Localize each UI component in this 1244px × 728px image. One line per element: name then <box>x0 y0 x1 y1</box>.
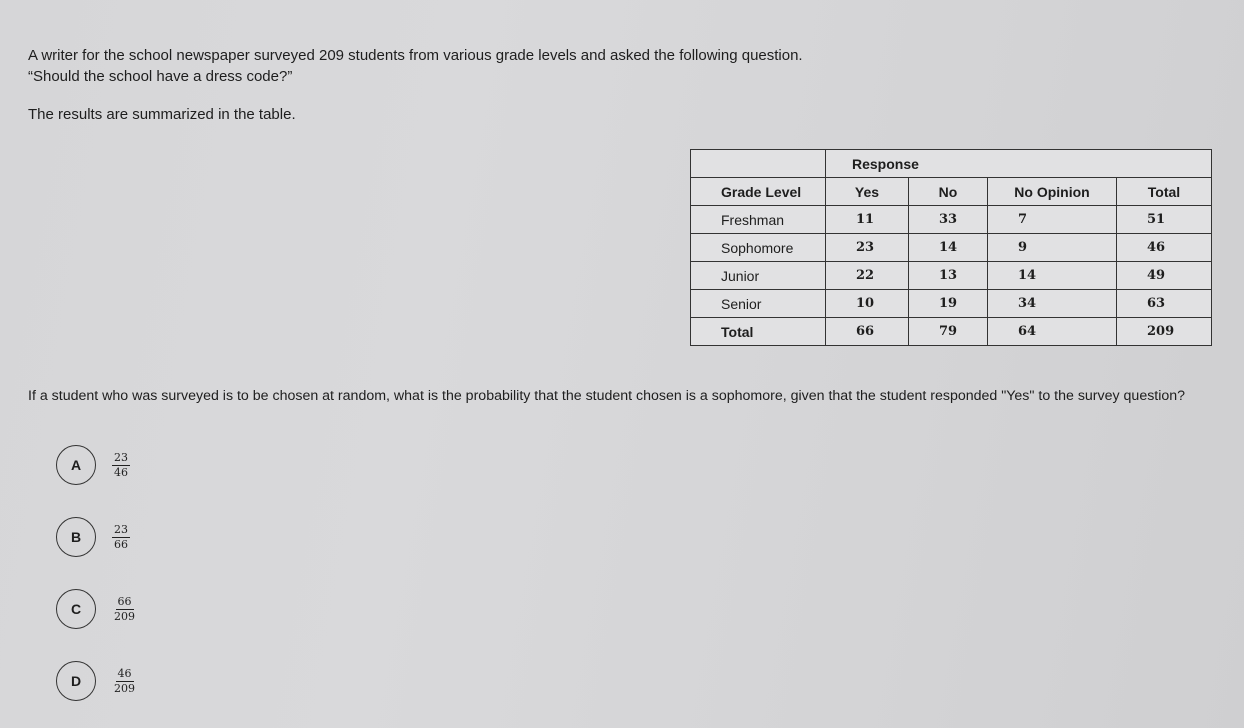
column-header-no: No <box>909 178 988 206</box>
total-cell: 46 <box>1117 234 1212 262</box>
choice-fraction <box>112 524 130 551</box>
fraction-denominator: 209 <box>114 681 135 695</box>
total-cell: 63 <box>1117 290 1212 318</box>
grade-cell: Junior <box>691 262 826 290</box>
choice-fraction <box>112 452 130 479</box>
no-opinion-cell: 9 <box>988 234 1117 262</box>
question-intro <box>28 46 803 124</box>
no-opinion-cell: 7 <box>988 206 1117 234</box>
question-text: If a student who was surveyed is to be chosen at random, what is the probability that the student chosen is a sophomore, given that the student responded "Yes" to the survey question? <box>28 388 1186 404</box>
answer-choice-b[interactable] <box>56 517 130 557</box>
grade-cell: Sophomore <box>691 234 826 262</box>
no-cell: 79 <box>909 318 988 346</box>
answer-choice-d[interactable] <box>56 661 137 701</box>
fraction-denominator: 46 <box>114 465 128 479</box>
column-header-grade-level: Grade Level <box>691 178 826 206</box>
no-cell: 19 <box>909 290 988 318</box>
answer-choice-c[interactable] <box>56 589 137 629</box>
no-opinion-cell: 64 <box>988 318 1117 346</box>
column-header-no-opinion: No Opinion <box>988 178 1117 206</box>
response-header: Response <box>826 150 1212 178</box>
total-cell: 51 <box>1117 206 1212 234</box>
choice-fraction <box>112 668 137 695</box>
intro-line-2: “Should the school have a dress code?” <box>28 68 293 85</box>
no-cell: 13 <box>909 262 988 290</box>
survey-results-table <box>690 149 1212 346</box>
table-row <box>691 262 1212 290</box>
fraction-denominator: 66 <box>114 537 128 551</box>
total-cell: 49 <box>1117 262 1212 290</box>
fraction-numerator: 66 <box>117 594 132 608</box>
table-total-row <box>691 318 1212 346</box>
grade-cell: Senior <box>691 290 826 318</box>
choice-fraction <box>112 596 137 623</box>
yes-cell: 23 <box>826 234 909 262</box>
yes-cell: 22 <box>826 262 909 290</box>
no-cell: 33 <box>909 206 988 234</box>
total-cell: 209 <box>1117 318 1212 346</box>
no-opinion-cell: 34 <box>988 290 1117 318</box>
fraction-denominator: 209 <box>114 609 135 623</box>
table-row <box>691 206 1212 234</box>
column-header-total: Total <box>1117 178 1212 206</box>
yes-cell: 10 <box>826 290 909 318</box>
intro-line-1: A writer for the school newspaper surveyed 209 students from various grade levels and asked the following question. <box>28 47 803 64</box>
table-header-row-columns <box>691 178 1212 206</box>
fraction-numerator: 46 <box>117 666 132 680</box>
answer-choice-a[interactable] <box>56 445 130 485</box>
yes-cell: 11 <box>826 206 909 234</box>
fraction-numerator: 23 <box>114 522 128 536</box>
choice-letter-bubble[interactable]: D <box>56 661 96 701</box>
no-opinion-cell: 14 <box>988 262 1117 290</box>
no-cell: 14 <box>909 234 988 262</box>
fraction-numerator: 23 <box>114 450 128 464</box>
grade-cell: Freshman <box>691 206 826 234</box>
choice-letter-bubble[interactable]: B <box>56 517 96 557</box>
choice-letter-bubble[interactable]: A <box>56 445 96 485</box>
intro-line-3: The results are summarized in the table. <box>28 106 296 123</box>
grade-cell: Total <box>691 318 826 346</box>
choice-letter-bubble[interactable]: C <box>56 589 96 629</box>
table-row <box>691 290 1212 318</box>
column-header-yes: Yes <box>826 178 909 206</box>
table-row <box>691 234 1212 262</box>
table-header-row-response <box>691 150 1212 178</box>
yes-cell: 66 <box>826 318 909 346</box>
table-corner-cell <box>691 150 826 178</box>
